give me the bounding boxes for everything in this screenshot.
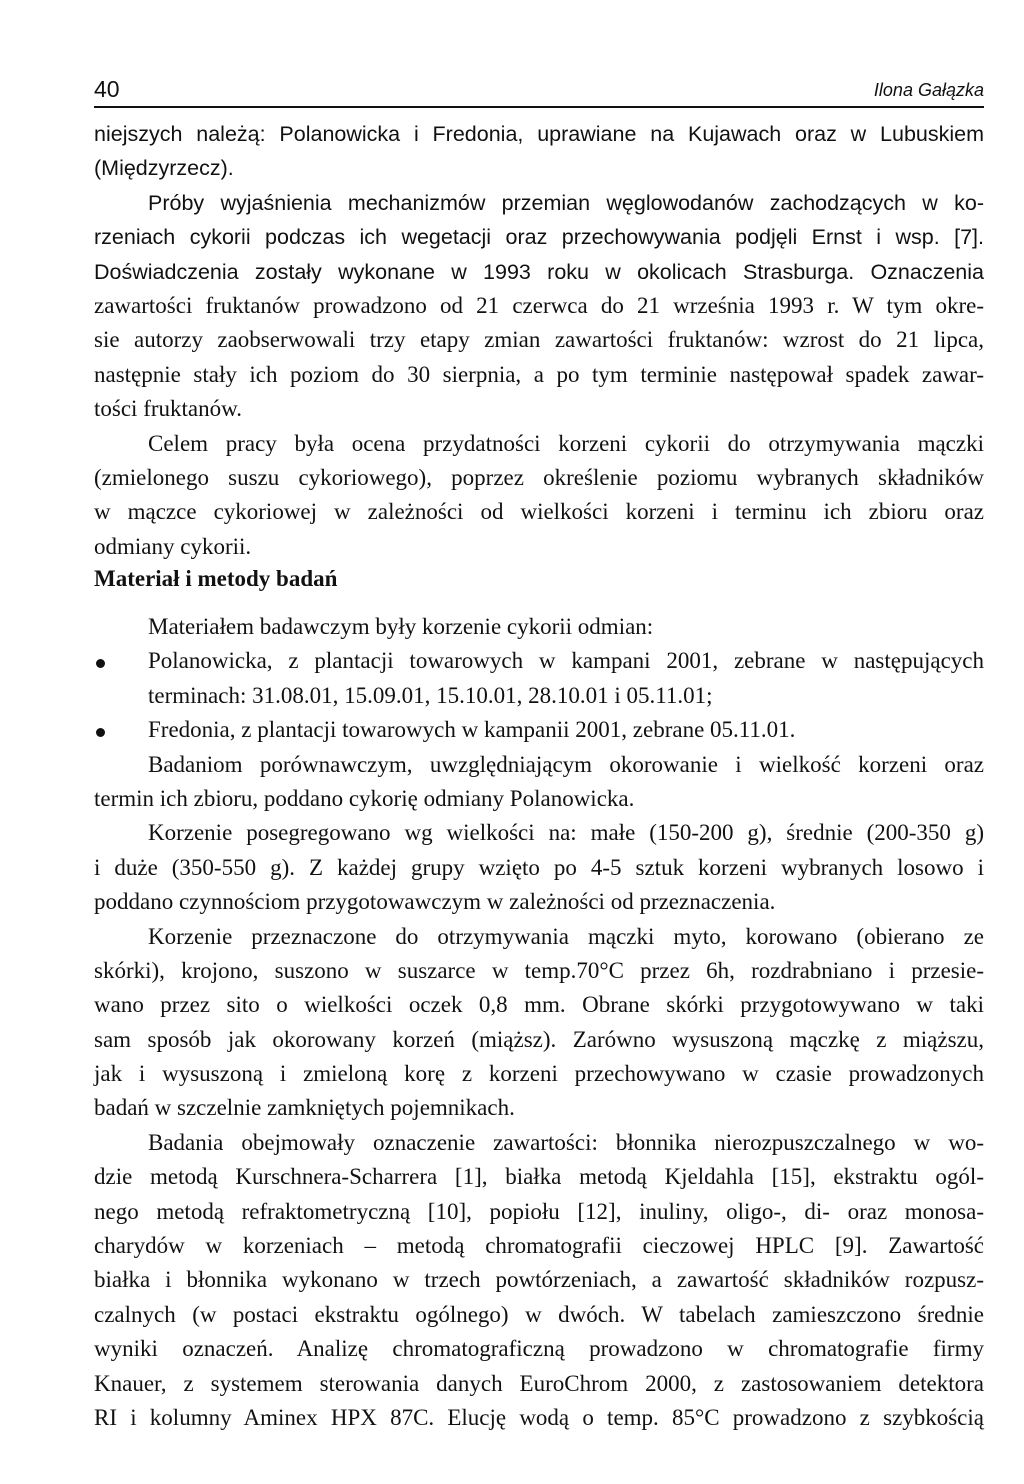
- text-line: jak i wysuszoną i zmieloną korę z korzeni przechowywano w czasie prowadzonych: [94, 1061, 984, 1087]
- list-item: [94, 644, 984, 713]
- intro-text: [94, 117, 984, 564]
- text-line: i duże (350-550 g). Z każdej grupy wzięto po 4-5 sztuk korzeni wybranych losowo i: [94, 854, 984, 880]
- text-line: Badaniom porównawczym, uwzględniającym okorowanie i wielkość korzeni oraz: [148, 751, 984, 777]
- text-line: Celem pracy była ocena przydatności korzeni cykorii do otrzymywania mączki: [148, 430, 984, 456]
- text-line: wano przez sito o wielkości oczek 0,8 mm. Obrane skórki przygotowywano w taki: [94, 992, 984, 1018]
- text-line: RI i kolumny Aminex HPX 87C. Elucję wodą o temp. 85°C prowadzono z szybkością: [94, 1405, 984, 1430]
- text-line: sie autorzy zaobserwowali trzy etapy zmian zawartości fruktanów: wzrost do 21 lipca,: [94, 327, 984, 353]
- text-line: badań w szczelnie zamkniętych pojemnikach.: [94, 1095, 515, 1121]
- text-line: wyniki oznaczeń. Analizę chromatograficzną prowadzono w chromatografie firmy: [94, 1336, 984, 1362]
- list-item-text: [148, 713, 984, 747]
- text-line: poddano czynnościom przygotowawczym w zależności od przeznaczenia.: [94, 889, 776, 915]
- text-line: Korzenie posegregowano wg wielkości na: małe (150-200 g), średnie (200-350 g): [148, 820, 984, 846]
- text-line: białka i błonnika wykonano w trzech powtórzeniach, a zawartość składników rozpusz-: [94, 1267, 984, 1293]
- running-head-author: Ilona Gałązka: [873, 80, 984, 100]
- text-line: Materiałem badawczym były korzenie cykorii odmian:: [148, 614, 654, 639]
- bullet-icon: [96, 659, 105, 668]
- text-line: Knauer, z systemem sterowania danych EuroChrom 2000, z zastosowaniem detektora: [94, 1370, 984, 1396]
- text-line: (Międzyrzecz).: [94, 156, 234, 181]
- text-line: skórki), krojono, suszono w suszarce w temp.70°C przez 6h, rozdrabniano i przesie-: [94, 957, 984, 983]
- text-line: (zmielonego suszu cykoriowego), poprzez określenie poziomu wybranych składników: [94, 464, 984, 490]
- text-line: Próby wyjaśnienia mechanizmów przemian węglowodanów zachodzących w ko-: [148, 190, 984, 215]
- text-line: czalnych (w postaci ekstraktu ogólnego) w dwóch. W tabelach zamieszczono średnie: [94, 1301, 984, 1327]
- methods-text: [94, 610, 984, 1435]
- list-item: [94, 713, 984, 747]
- text-line: niejszych należą: Polanowicka i Fredonia, uprawiane na Kujawach oraz w Lubuskiem: [94, 122, 984, 146]
- text-line: nego metodą refraktometryczną [10], popiołu [12], inuliny, oligo-, di- oraz monosa-: [94, 1198, 984, 1224]
- text-line: odmiany cykorii.: [94, 533, 252, 559]
- page-number: 40: [94, 76, 120, 102]
- text-line: zawartości fruktanów prowadzono od 21 czerwca do 21 września 1993 r. W tym okre-: [94, 292, 984, 318]
- text-line: Doświadczenia zostały wykonane w 1993 roku w okolicach Strasburga. Oznaczenia: [94, 259, 984, 284]
- text-line: charydów w korzeniach – metodą chromatografii cieczowej HPLC [9]. Zawartość: [94, 1233, 984, 1259]
- text-line: sam sposób jak okorowany korzeń (miąższ). Zarówno wysuszoną mączkę z miąższu,: [94, 1026, 984, 1052]
- text-line: termin ich zbioru, poddano cykorię odmiany Polanowicka.: [94, 785, 635, 811]
- text-line: Korzenie przeznaczone do otrzymywania mączki myto, korowano (obierano ze: [148, 923, 984, 949]
- page-header: [94, 74, 984, 108]
- text-line: terminach: 31.08.01, 15.09.01, 15.10.01, 28.10.01 i 05.11.01;: [148, 682, 713, 708]
- bullet-icon: [96, 728, 105, 737]
- text-line: Badania obejmowały oznaczenie zawartości: błonnika nierozpuszczalnego w wo-: [148, 1129, 984, 1155]
- text-line: w mączce cykoriowej w zależności od wielkości korzeni i terminu ich zbioru oraz: [94, 499, 984, 525]
- text-line: dzie metodą Kurschnera-Scharrera [1], białka metodą Kjeldahla [15], ekstraktu ogól-: [94, 1164, 984, 1190]
- text-line: Fredonia, z plantacji towarowych w kampanii 2001, zebrane 05.11.01.: [148, 717, 796, 743]
- text-line: rzeniach cykorii podczas ich wegetacji oraz przechowywania podjęli Ernst i wsp. [7].: [94, 225, 984, 250]
- list-item-text: [148, 644, 984, 713]
- text-line: następnie stały ich poziom do 30 sierpnia, a po tym terminie następował spadek zawar-: [94, 361, 984, 387]
- text-line: tości fruktanów.: [94, 396, 242, 422]
- section-heading: Materiał i metody badań: [94, 566, 338, 591]
- text-line: Polanowicka, z plantacji towarowych w kampani 2001, zebrane w następujących: [148, 648, 984, 674]
